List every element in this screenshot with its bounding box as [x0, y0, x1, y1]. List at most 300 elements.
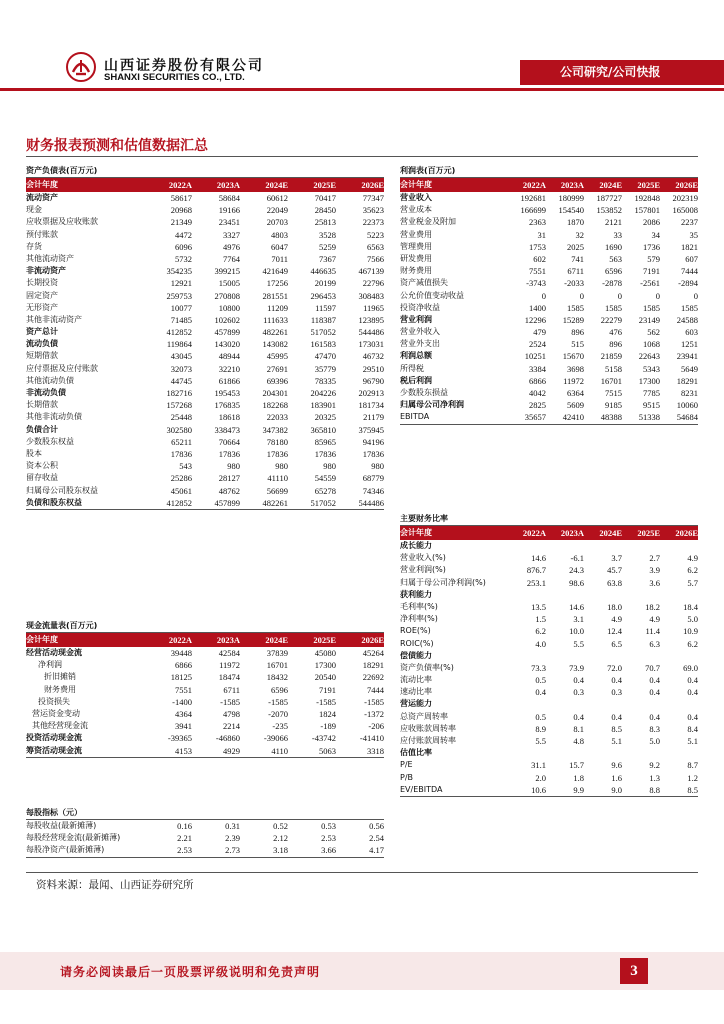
cash-flow-table — [26, 619, 384, 758]
cell-value — [508, 747, 546, 759]
table-title: 每股指标（元） — [26, 806, 384, 820]
cell-value: 4472 — [175, 229, 192, 240]
table-row — [26, 460, 384, 472]
cell-value: 94196 — [362, 436, 384, 447]
table-row — [400, 650, 698, 662]
cell-value: 2.53 — [321, 833, 336, 844]
cell-value: 48944 — [218, 351, 240, 362]
cell-value: 22692 — [362, 672, 384, 683]
year-header: 2026E — [675, 528, 698, 538]
cell-value: 31.1 — [531, 760, 546, 771]
cell-value: 7764 — [223, 253, 240, 264]
cell-value: 23149 — [638, 314, 660, 325]
cell-value: 1585 — [643, 302, 660, 313]
cell-value: 42410 — [562, 412, 584, 423]
cell-value: 35 — [689, 229, 698, 240]
cell-value: 1736 — [643, 241, 660, 252]
cell-value: 0.52 — [273, 821, 288, 831]
table-row — [26, 436, 384, 448]
cell-value: 22279 — [600, 314, 622, 325]
table-row — [400, 265, 698, 277]
row-label: 应付票据及应付账款 — [26, 363, 98, 373]
cell-value: 18.0 — [607, 601, 622, 612]
cell-value: 1251 — [681, 339, 698, 350]
cell-value: 4153 — [175, 745, 192, 756]
cell-value: 2363 — [529, 217, 546, 228]
cell-value: 0.3 — [611, 687, 622, 698]
cell-value: 45995 — [266, 351, 288, 362]
table-row — [400, 674, 698, 686]
cell-value: 9515 — [643, 400, 660, 411]
cell-value: 111633 — [263, 314, 288, 325]
cell-value: 17836 — [266, 448, 288, 459]
row-label: 营业利润(%) — [400, 565, 446, 575]
cell-value: 182716 — [166, 388, 192, 398]
cell-value: 543 — [179, 461, 192, 472]
company-name-en: SHANXI SECURITIES CO., LTD. — [104, 72, 245, 83]
cell-value: 44745 — [170, 375, 192, 386]
year-header: 2024E — [599, 528, 622, 538]
cell-value: 45080 — [314, 648, 336, 658]
cell-value: 34 — [651, 229, 660, 240]
cell-value: 5.5 — [535, 736, 546, 746]
cell-value: 399215 — [214, 266, 240, 277]
cell-value: 204301 — [262, 388, 288, 398]
cell-value: 7011 — [271, 253, 288, 264]
row-label: 成长能力 — [400, 541, 432, 550]
cell-value: 12296 — [524, 314, 546, 325]
table-row — [26, 671, 384, 683]
year-header: 2024E — [599, 180, 622, 190]
table-row — [400, 375, 698, 387]
row-label: 利润总额 — [400, 351, 432, 361]
cell-value: 18432 — [266, 672, 288, 683]
cell-value: 27691 — [266, 363, 288, 374]
cell-value: 58617 — [170, 193, 192, 203]
row-label: 其他流动负债 — [26, 375, 74, 385]
cell-value — [546, 650, 584, 662]
cell-value: 0.4 — [649, 675, 660, 686]
cell-value: 42584 — [218, 648, 240, 658]
cell-value: 22796 — [362, 278, 384, 289]
cell-value: 4.0 — [535, 638, 546, 649]
table-row — [26, 216, 384, 228]
row-label: 非流动资产 — [26, 266, 66, 276]
cell-value: 181734 — [358, 400, 384, 411]
row-label: 估值比率 — [400, 748, 432, 758]
cell-value: -46860 — [215, 733, 240, 744]
row-label: 每股收益(最新摊薄) — [26, 821, 97, 830]
cell-value: 153852 — [596, 205, 622, 216]
cell-value: 5158 — [605, 363, 622, 374]
cell-value: 3.6 — [649, 577, 660, 588]
cell-value: -39365 — [167, 733, 192, 744]
disclaimer-text: 请务必阅读最后一页股票评级说明和免责声明 — [60, 965, 321, 979]
table-row — [400, 613, 698, 625]
cell-value: 70664 — [218, 436, 240, 447]
cell-value: 51338 — [638, 412, 660, 423]
row-label: 获利能力 — [400, 589, 432, 599]
row-label: 资产总计 — [26, 327, 58, 337]
year-header: 2025E — [637, 180, 660, 190]
cell-value: 4364 — [175, 708, 192, 719]
cell-value: 1585 — [567, 302, 584, 313]
cell-value: 0.4 — [649, 711, 660, 722]
row-label: 营业利润 — [400, 314, 432, 324]
cell-value: 5.1 — [611, 736, 622, 746]
data-source-note: 资料来源：最闻、山西证券研究所 — [36, 879, 194, 891]
cell-value: 375945 — [358, 424, 384, 435]
cell-value — [508, 698, 546, 710]
cell-value: 479 — [533, 327, 546, 338]
table-row — [400, 552, 698, 564]
table-row — [26, 472, 384, 484]
table-row — [26, 647, 384, 659]
cell-value: 5732 — [175, 253, 192, 264]
cell-value: 6596 — [271, 684, 288, 695]
cell-value: 4.9 — [611, 614, 622, 625]
cell-value: -2878 — [602, 278, 622, 289]
cell-value: 6563 — [367, 241, 384, 252]
table-row — [400, 711, 698, 723]
cell-value: 17300 — [638, 375, 660, 386]
cell-value: -235 — [272, 721, 288, 732]
cell-value: -1585 — [268, 696, 288, 707]
cell-value: 603 — [685, 327, 698, 338]
cell-value — [622, 589, 660, 601]
cell-value: 9185 — [605, 400, 622, 411]
table-row — [26, 720, 384, 732]
table-row — [400, 759, 698, 771]
row-label: 毛利率(%) — [400, 601, 438, 611]
table-row — [26, 745, 384, 757]
cell-value: 16701 — [600, 375, 622, 386]
cell-value: 2237 — [681, 217, 698, 228]
cell-value: 0 — [655, 290, 660, 301]
cell-value: 6866 — [529, 375, 546, 386]
table-row — [400, 772, 698, 784]
table-row — [400, 747, 698, 759]
cell-value: 5.5 — [573, 638, 584, 649]
per-share-table — [26, 806, 384, 858]
row-label: 管理费用 — [400, 241, 432, 251]
cell-value: 35657 — [524, 412, 546, 423]
table-row — [400, 577, 698, 589]
cell-value — [546, 589, 584, 601]
year-header: 2026E — [675, 180, 698, 190]
row-label: 营运资金变动 — [32, 708, 80, 718]
cell-value: 579 — [647, 253, 660, 264]
cell-value: 73.3 — [531, 662, 546, 673]
cell-value: 54559 — [314, 473, 336, 484]
cell-value: -41410 — [359, 733, 384, 744]
cell-value: -1585 — [220, 696, 240, 707]
cell-value — [660, 540, 698, 552]
cell-value: 180999 — [558, 193, 584, 203]
row-label: 现金 — [26, 205, 42, 215]
cell-value: 517052 — [310, 497, 336, 508]
row-label: 归属母公司股东权益 — [26, 485, 98, 495]
cell-value — [660, 650, 698, 662]
balance-sheet-table — [26, 164, 384, 510]
year-header: 2025E — [313, 635, 336, 645]
table-row — [400, 601, 698, 613]
cell-value: 8.4 — [687, 723, 698, 734]
table-row — [400, 253, 698, 265]
cell-value: 0.4 — [649, 687, 660, 698]
cell-value: 17836 — [362, 448, 384, 459]
row-label: 公允价值变动收益 — [400, 290, 464, 300]
cell-value: 28127 — [218, 473, 240, 484]
cell-value: 0.56 — [369, 821, 384, 831]
table-row — [26, 204, 384, 216]
table-title: 资产负债表(百万元) — [26, 164, 384, 178]
table-row — [26, 424, 384, 436]
table-row — [400, 784, 698, 796]
cell-value: 8.9 — [535, 723, 546, 734]
table-row — [26, 708, 384, 720]
row-label: 偿债能力 — [400, 650, 432, 660]
cell-value: 6711 — [567, 266, 584, 277]
cell-value: 20703 — [266, 217, 288, 228]
cell-value: 0.4 — [573, 711, 584, 722]
row-label: 经营活动现金流 — [26, 648, 82, 657]
cell-value: 187727 — [596, 193, 622, 203]
row-label: 折旧摊销 — [44, 672, 76, 682]
cell-value: 7515 — [605, 388, 622, 398]
cell-value: 3.9 — [649, 565, 660, 576]
cell-value: 482261 — [262, 497, 288, 508]
row-label: 归属于母公司净利润(%) — [400, 577, 486, 587]
year-header: 2023A — [216, 180, 240, 190]
cell-value: -6.1 — [570, 553, 584, 564]
cell-value: 11.4 — [645, 626, 660, 637]
cell-value: 17300 — [314, 660, 336, 671]
cell-value: 176835 — [214, 400, 240, 411]
row-label: 流动资产 — [26, 193, 58, 202]
cell-value: 96790 — [362, 375, 384, 386]
cell-value: 3384 — [529, 363, 546, 374]
cell-value: 8.5 — [611, 723, 622, 734]
cell-value: 77347 — [362, 193, 384, 203]
cell-value: 421649 — [262, 266, 288, 277]
cell-value: 563 — [609, 253, 622, 264]
row-label: 投资活动现金流 — [26, 733, 82, 743]
cell-value: 21349 — [170, 217, 192, 228]
cell-value: 4042 — [529, 388, 546, 398]
year-header: 2023A — [560, 180, 584, 190]
cell-value: 73.9 — [569, 662, 584, 673]
table-row — [400, 290, 698, 302]
table-row — [26, 253, 384, 265]
cell-value: 48388 — [600, 412, 622, 423]
cell-value: 281551 — [262, 290, 288, 301]
cell-value: 6866 — [175, 660, 192, 671]
row-label: 少数股东损益 — [400, 388, 448, 397]
cell-value: 0.16 — [177, 821, 192, 831]
cell-value: 20325 — [314, 412, 336, 423]
cell-value: 0.3 — [573, 687, 584, 698]
cell-value: 18618 — [218, 412, 240, 423]
cell-value: 9.9 — [573, 784, 584, 795]
cell-value: 2.7 — [649, 553, 660, 564]
cell-value: 54684 — [676, 412, 698, 423]
cell-value: 10251 — [524, 351, 546, 362]
cell-value: 7367 — [319, 253, 336, 264]
row-label: 所得税 — [400, 363, 424, 373]
cell-value: 0.5 — [535, 711, 546, 722]
cell-value: 562 — [647, 327, 660, 338]
cell-value: 202319 — [672, 193, 698, 203]
cell-value: 85965 — [314, 436, 336, 447]
row-label: 应收账款周转率 — [400, 723, 456, 733]
cell-value: 9.0 — [611, 784, 622, 795]
cell-value: 0.31 — [225, 821, 240, 831]
cell-value: 65278 — [314, 485, 336, 496]
cell-value: -39066 — [263, 733, 288, 744]
cell-value: 33 — [613, 229, 622, 240]
cell-value — [508, 540, 546, 552]
year-header: 2025E — [637, 528, 660, 538]
cell-value: 8.8 — [649, 784, 660, 795]
cell-value: 6596 — [605, 266, 622, 277]
cell-value: -3743 — [526, 278, 546, 289]
cell-value — [584, 698, 622, 710]
cell-value: 253.1 — [526, 577, 546, 588]
cell-value: 10.9 — [683, 626, 698, 637]
row-label: 每股经营现金流(最新摊薄) — [26, 833, 121, 843]
cell-value: 71485 — [170, 314, 192, 325]
financial-ratios-table — [400, 512, 698, 797]
cell-value: 338473 — [214, 424, 240, 435]
cell-value: 65211 — [171, 436, 192, 447]
cell-value: 70.7 — [645, 662, 660, 673]
cell-value: 183901 — [310, 400, 336, 411]
cell-value: 24588 — [676, 314, 698, 325]
row-label: 股本 — [26, 448, 42, 458]
cell-value: 47470 — [314, 351, 336, 362]
cell-value: 515 — [571, 339, 584, 350]
cell-value: 544486 — [358, 327, 384, 338]
row-label: 营业收入(%) — [400, 553, 446, 563]
year-header: 2022A — [522, 528, 546, 538]
row-label: 存货 — [26, 241, 42, 251]
row-label: 营业外支出 — [400, 339, 440, 349]
cell-value: -1400 — [172, 696, 192, 707]
cell-value: 7444 — [681, 266, 698, 277]
cell-value: 32210 — [218, 363, 240, 374]
cell-value: 98.6 — [569, 577, 584, 588]
cell-value: 39448 — [170, 648, 192, 658]
cell-value: 35779 — [314, 363, 336, 374]
row-label: EV/EBITDA — [400, 784, 443, 794]
cell-value: 3528 — [319, 229, 336, 240]
table-bottom-rule — [400, 796, 698, 797]
table-row — [400, 204, 698, 216]
cell-value: 1821 — [681, 241, 698, 252]
cell-value: 7785 — [643, 388, 660, 398]
cell-value: 6364 — [567, 388, 584, 398]
cell-value: 1.2 — [687, 772, 698, 783]
cell-value: 3698 — [567, 363, 584, 374]
cell-value: 876.7 — [526, 565, 546, 576]
cell-value: 78335 — [314, 375, 336, 386]
cell-value — [622, 540, 660, 552]
cell-value: 0 — [693, 290, 698, 301]
cell-value: 8231 — [681, 388, 698, 398]
table-row — [26, 363, 384, 375]
cell-value: 6.5 — [611, 638, 622, 649]
cell-value: 45061 — [170, 485, 192, 496]
cell-value: 0 — [541, 290, 546, 301]
table-bottom-rule — [26, 857, 384, 858]
row-label: 营业收入 — [400, 193, 432, 202]
row-label: 应付账款周转率 — [400, 736, 456, 745]
year-header: 2022A — [168, 180, 192, 190]
table-row — [26, 326, 384, 338]
table-row — [26, 497, 384, 509]
table-row — [400, 638, 698, 650]
table-header-row — [26, 633, 384, 647]
cell-value: 0.4 — [535, 687, 546, 698]
cell-value: -189 — [320, 721, 336, 732]
year-header: 2024E — [265, 635, 288, 645]
row-label: 留存收益 — [26, 473, 58, 483]
row-label: 营业成本 — [400, 205, 432, 215]
cell-value: 22033 — [266, 412, 288, 423]
table-title: 现金流量表(百万元) — [26, 619, 384, 633]
header-label: 会计年度 — [400, 180, 432, 189]
cell-value: 18.4 — [683, 601, 698, 612]
cell-value: 347382 — [262, 424, 288, 435]
cell-value: 15.7 — [569, 760, 584, 771]
year-header: 2023A — [560, 528, 584, 538]
cell-value: 29510 — [362, 363, 384, 374]
row-label: 固定资产 — [26, 290, 58, 300]
row-label: 资产负债率(%) — [400, 662, 454, 672]
cell-value: 2214 — [223, 721, 240, 732]
row-label: 预付账款 — [26, 229, 58, 239]
cell-value: 102602 — [214, 314, 240, 325]
cell-value — [584, 650, 622, 662]
cell-value: 15670 — [562, 351, 584, 362]
title-divider — [26, 156, 698, 157]
cell-value: 9.6 — [611, 760, 622, 771]
cell-value: -1372 — [364, 708, 384, 719]
cell-value: 24.3 — [569, 565, 584, 576]
table-row — [26, 820, 384, 832]
cell-value: 9.2 — [649, 760, 660, 771]
cell-value: 17256 — [266, 278, 288, 289]
cell-value: 2.12 — [273, 833, 288, 844]
cell-value: 0.4 — [573, 675, 584, 686]
cell-value — [584, 540, 622, 552]
cell-value: 118387 — [310, 314, 336, 325]
cell-value: 8.1 — [573, 723, 584, 734]
cell-value: 20199 — [314, 278, 336, 289]
cell-value — [584, 589, 622, 601]
cell-value: 467139 — [358, 266, 384, 277]
table-row — [400, 302, 698, 314]
table-row — [400, 735, 698, 747]
cell-value: 157801 — [634, 205, 660, 216]
cell-value — [660, 589, 698, 601]
table-row — [400, 216, 698, 228]
row-label: 营业外收入 — [400, 327, 440, 337]
table-row — [400, 229, 698, 241]
cell-value: 7191 — [643, 266, 660, 277]
cell-value: 69.0 — [683, 662, 698, 673]
